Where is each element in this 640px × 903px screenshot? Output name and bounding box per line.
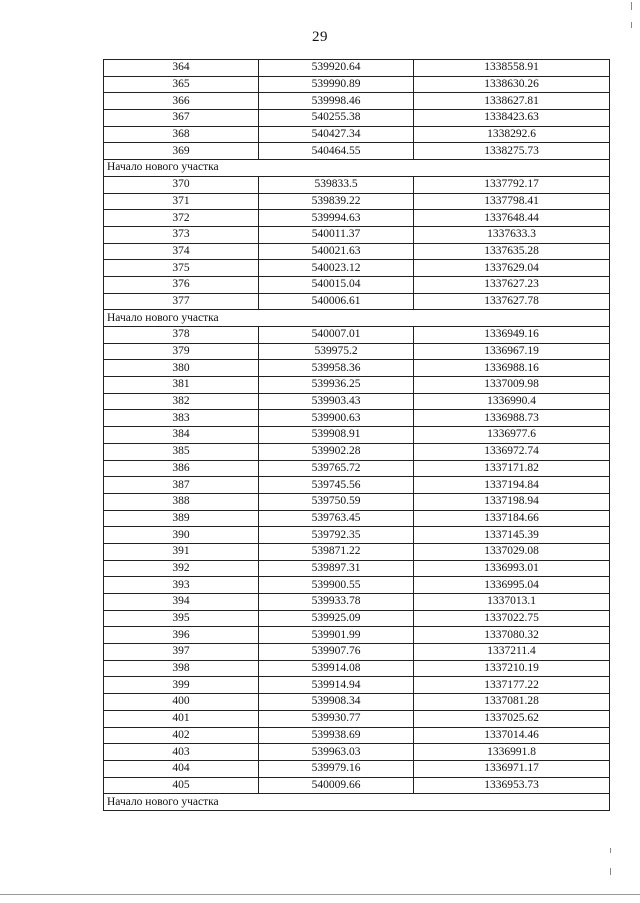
x-coordinate-cell: 540006.61 — [259, 293, 414, 310]
y-coordinate-cell: 1337627.78 — [414, 293, 610, 310]
table-row — [104, 510, 610, 527]
y-coordinate-cell: 1337198.94 — [414, 493, 610, 510]
y-coordinate-cell: 1336995.04 — [414, 577, 610, 594]
point-number-cell: 395 — [104, 610, 259, 627]
section-label: Начало нового участка — [104, 160, 610, 177]
y-coordinate-cell: 1337627.23 — [414, 276, 610, 293]
point-number-cell: 399 — [104, 677, 259, 694]
x-coordinate-cell: 539998.46 — [259, 93, 414, 110]
page-number: 29 — [312, 29, 328, 45]
scan-speck — [631, 22, 632, 28]
point-number-cell: 387 — [104, 477, 259, 494]
section-label: Начало нового участка — [104, 310, 610, 327]
x-coordinate-cell: 539750.59 — [259, 493, 414, 510]
table-row — [104, 694, 610, 711]
point-number-cell: 397 — [104, 644, 259, 661]
point-number-cell: 375 — [104, 260, 259, 277]
y-coordinate-cell: 1336990.4 — [414, 393, 610, 410]
y-coordinate-cell: 1336971.17 — [414, 760, 610, 777]
table-row — [104, 477, 610, 494]
table-row — [104, 527, 610, 544]
y-coordinate-cell: 1337081.28 — [414, 694, 610, 711]
y-coordinate-cell: 1337648.44 — [414, 210, 610, 227]
table-row — [104, 343, 610, 360]
table-row — [104, 260, 610, 277]
y-coordinate-cell: 1337184.66 — [414, 510, 610, 527]
x-coordinate-cell: 540011.37 — [259, 226, 414, 243]
table-row — [104, 460, 610, 477]
y-coordinate-cell: 1337194.84 — [414, 477, 610, 494]
point-number-cell: 386 — [104, 460, 259, 477]
table-row — [104, 410, 610, 427]
y-coordinate-cell: 1337014.46 — [414, 727, 610, 744]
y-coordinate-cell: 1336977.6 — [414, 427, 610, 444]
x-coordinate-cell: 539900.55 — [259, 577, 414, 594]
y-coordinate-cell: 1336949.16 — [414, 327, 610, 344]
scan-speck — [610, 868, 611, 875]
x-coordinate-cell: 539925.09 — [259, 610, 414, 627]
table-row — [104, 710, 610, 727]
table-row — [104, 276, 610, 293]
y-coordinate-cell: 1337210.19 — [414, 660, 610, 677]
point-number-cell: 374 — [104, 243, 259, 260]
table-row — [104, 627, 610, 644]
x-coordinate-cell: 539833.5 — [259, 176, 414, 193]
point-number-cell: 381 — [104, 377, 259, 394]
y-coordinate-cell: 1338423.63 — [414, 110, 610, 127]
x-coordinate-cell: 539979.16 — [259, 760, 414, 777]
point-number-cell: 391 — [104, 543, 259, 560]
x-coordinate-cell: 539914.94 — [259, 677, 414, 694]
x-coordinate-cell: 539765.72 — [259, 460, 414, 477]
point-number-cell: 364 — [104, 60, 259, 77]
coordinates-table — [103, 59, 610, 811]
table-row — [104, 360, 610, 377]
y-coordinate-cell: 1338292.6 — [414, 126, 610, 143]
point-number-cell: 394 — [104, 594, 259, 611]
table-row — [104, 377, 610, 394]
table-row — [104, 93, 610, 110]
y-coordinate-cell: 1336993.01 — [414, 560, 610, 577]
table-row — [104, 660, 610, 677]
table-row — [104, 644, 610, 661]
scan-speck — [610, 848, 611, 853]
x-coordinate-cell: 539958.36 — [259, 360, 414, 377]
table-row — [104, 560, 610, 577]
point-number-cell: 369 — [104, 143, 259, 160]
section-label: Начало нового участка — [104, 794, 610, 811]
y-coordinate-cell: 1337177.22 — [414, 677, 610, 694]
x-coordinate-cell: 540009.66 — [259, 777, 414, 794]
point-number-cell: 382 — [104, 393, 259, 410]
point-number-cell: 385 — [104, 443, 259, 460]
x-coordinate-cell: 539763.45 — [259, 510, 414, 527]
point-number-cell: 393 — [104, 577, 259, 594]
point-number-cell: 370 — [104, 176, 259, 193]
table-row — [104, 493, 610, 510]
x-coordinate-cell: 539897.31 — [259, 560, 414, 577]
y-coordinate-cell: 1337171.82 — [414, 460, 610, 477]
y-coordinate-cell: 1337009.98 — [414, 377, 610, 394]
table-row — [104, 327, 610, 344]
table-row — [104, 193, 610, 210]
x-coordinate-cell: 540021.63 — [259, 243, 414, 260]
table-row — [104, 760, 610, 777]
table-row — [104, 744, 610, 761]
x-coordinate-cell: 539871.22 — [259, 543, 414, 560]
scan-speck — [631, 2, 632, 10]
x-coordinate-cell: 539975.2 — [259, 343, 414, 360]
table-row — [104, 577, 610, 594]
table-row — [104, 777, 610, 794]
point-number-cell: 400 — [104, 694, 259, 711]
point-number-cell: 383 — [104, 410, 259, 427]
table-row — [104, 143, 610, 160]
point-number-cell: 380 — [104, 360, 259, 377]
x-coordinate-cell: 539908.91 — [259, 427, 414, 444]
coordinates-table-body — [104, 60, 610, 811]
table-row — [104, 427, 610, 444]
x-coordinate-cell: 539938.69 — [259, 727, 414, 744]
point-number-cell: 405 — [104, 777, 259, 794]
y-coordinate-cell: 1336972.74 — [414, 443, 610, 460]
x-coordinate-cell: 539914.08 — [259, 660, 414, 677]
point-number-cell: 366 — [104, 93, 259, 110]
point-number-cell: 384 — [104, 427, 259, 444]
x-coordinate-cell: 539745.56 — [259, 477, 414, 494]
y-coordinate-cell: 1337798.41 — [414, 193, 610, 210]
table-row — [104, 110, 610, 127]
y-coordinate-cell: 1337145.39 — [414, 527, 610, 544]
table-row — [104, 126, 610, 143]
point-number-cell: 371 — [104, 193, 259, 210]
x-coordinate-cell: 539903.43 — [259, 393, 414, 410]
point-number-cell: 377 — [104, 293, 259, 310]
table-row — [104, 543, 610, 560]
x-coordinate-cell: 540023.12 — [259, 260, 414, 277]
x-coordinate-cell: 539901.99 — [259, 627, 414, 644]
point-number-cell: 388 — [104, 493, 259, 510]
x-coordinate-cell: 539902.28 — [259, 443, 414, 460]
table-row — [104, 293, 610, 310]
point-number-cell: 403 — [104, 744, 259, 761]
x-coordinate-cell: 539930.77 — [259, 710, 414, 727]
point-number-cell: 402 — [104, 727, 259, 744]
x-coordinate-cell: 539963.03 — [259, 744, 414, 761]
x-coordinate-cell: 540255.38 — [259, 110, 414, 127]
point-number-cell: 389 — [104, 510, 259, 527]
x-coordinate-cell: 540427.34 — [259, 126, 414, 143]
x-coordinate-cell: 539907.76 — [259, 644, 414, 661]
x-coordinate-cell: 539792.35 — [259, 527, 414, 544]
table-row — [104, 443, 610, 460]
y-coordinate-cell: 1337025.62 — [414, 710, 610, 727]
y-coordinate-cell: 1337080.32 — [414, 627, 610, 644]
point-number-cell: 376 — [104, 276, 259, 293]
y-coordinate-cell: 1337635.28 — [414, 243, 610, 260]
y-coordinate-cell: 1336988.16 — [414, 360, 610, 377]
point-number-cell: 390 — [104, 527, 259, 544]
y-coordinate-cell: 1337022.75 — [414, 610, 610, 627]
x-coordinate-cell: 539994.63 — [259, 210, 414, 227]
table-row — [104, 610, 610, 627]
point-number-cell: 401 — [104, 710, 259, 727]
y-coordinate-cell: 1336953.73 — [414, 777, 610, 794]
y-coordinate-cell: 1336967.19 — [414, 343, 610, 360]
table-row — [104, 60, 610, 77]
point-number-cell: 398 — [104, 660, 259, 677]
y-coordinate-cell: 1338630.26 — [414, 76, 610, 93]
point-number-cell: 368 — [104, 126, 259, 143]
y-coordinate-cell: 1337633.3 — [414, 226, 610, 243]
y-coordinate-cell: 1336991.8 — [414, 744, 610, 761]
point-number-cell: 367 — [104, 110, 259, 127]
point-number-cell: 392 — [104, 560, 259, 577]
section-header-row — [104, 160, 610, 177]
section-header-row — [104, 794, 610, 811]
x-coordinate-cell: 539908.34 — [259, 694, 414, 711]
y-coordinate-cell: 1338275.73 — [414, 143, 610, 160]
y-coordinate-cell: 1337013.1 — [414, 594, 610, 611]
x-coordinate-cell: 539933.78 — [259, 594, 414, 611]
table-row — [104, 243, 610, 260]
x-coordinate-cell: 539936.25 — [259, 377, 414, 394]
table-row — [104, 727, 610, 744]
y-coordinate-cell: 1337792.17 — [414, 176, 610, 193]
y-coordinate-cell: 1337211.4 — [414, 644, 610, 661]
x-coordinate-cell: 539990.89 — [259, 76, 414, 93]
x-coordinate-cell: 540015.04 — [259, 276, 414, 293]
table-row — [104, 226, 610, 243]
y-coordinate-cell: 1336988.73 — [414, 410, 610, 427]
point-number-cell: 379 — [104, 343, 259, 360]
y-coordinate-cell: 1337629.04 — [414, 260, 610, 277]
section-header-row — [104, 310, 610, 327]
table-row — [104, 594, 610, 611]
y-coordinate-cell: 1337029.08 — [414, 543, 610, 560]
table-row — [104, 393, 610, 410]
point-number-cell: 373 — [104, 226, 259, 243]
table-row — [104, 677, 610, 694]
point-number-cell: 404 — [104, 760, 259, 777]
scan-bottom-edge — [0, 894, 640, 895]
table-row — [104, 176, 610, 193]
x-coordinate-cell: 539920.64 — [259, 60, 414, 77]
point-number-cell: 396 — [104, 627, 259, 644]
y-coordinate-cell: 1338627.81 — [414, 93, 610, 110]
point-number-cell: 372 — [104, 210, 259, 227]
table-row — [104, 210, 610, 227]
y-coordinate-cell: 1338558.91 — [414, 60, 610, 77]
x-coordinate-cell: 539839.22 — [259, 193, 414, 210]
point-number-cell: 365 — [104, 76, 259, 93]
point-number-cell: 378 — [104, 327, 259, 344]
x-coordinate-cell: 540007.01 — [259, 327, 414, 344]
x-coordinate-cell: 540464.55 — [259, 143, 414, 160]
x-coordinate-cell: 539900.63 — [259, 410, 414, 427]
table-row — [104, 76, 610, 93]
